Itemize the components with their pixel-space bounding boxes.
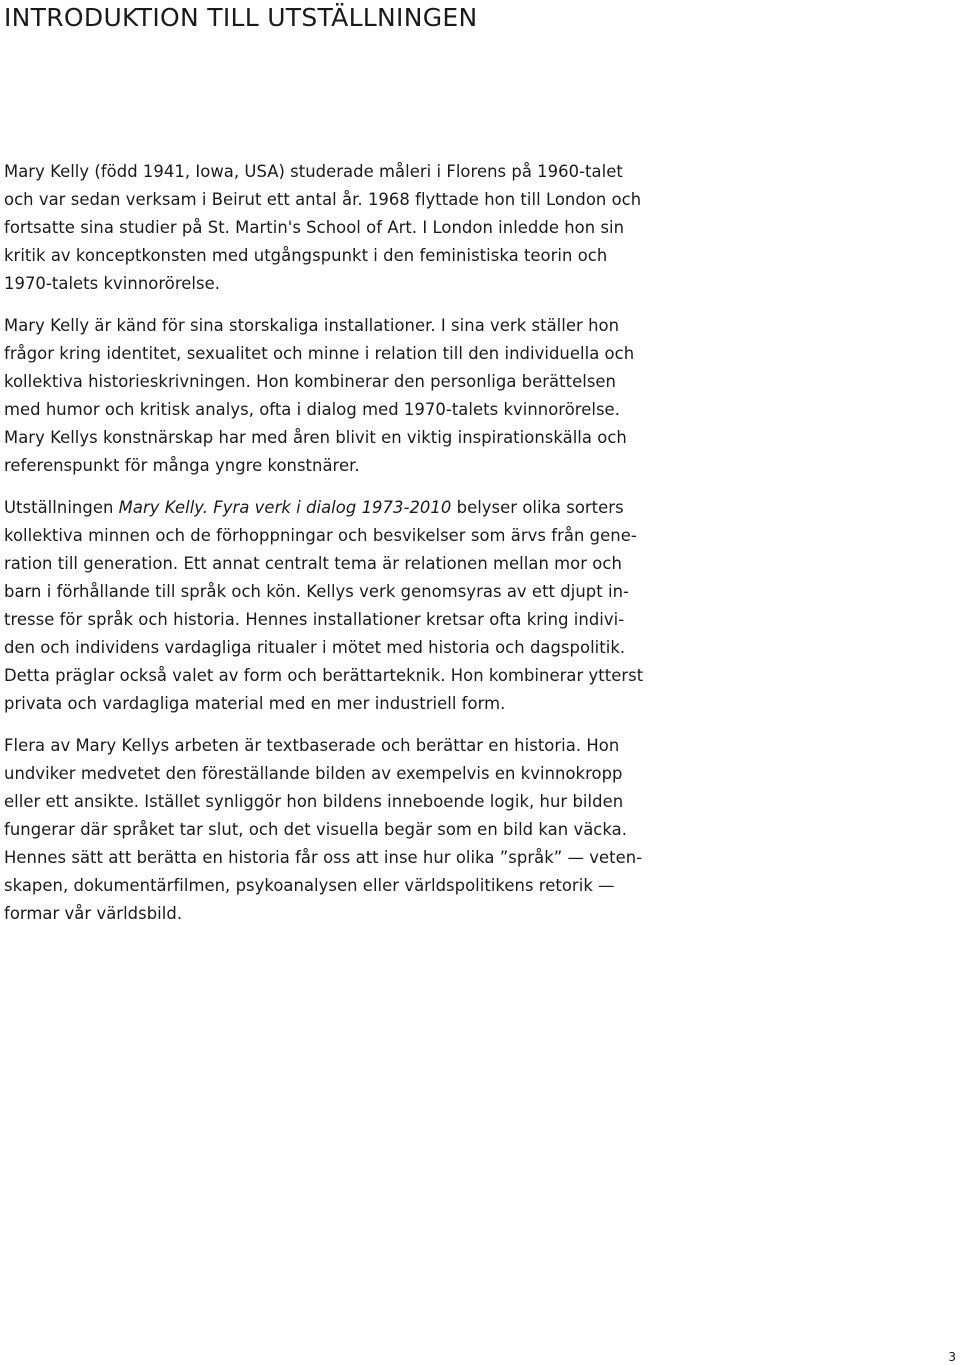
text-line: kritik av konceptkonsten med utgångspunkt i den feministiska teorin och bbox=[4, 246, 608, 265]
text-line: kollektiva historieskrivningen. Hon kombinerar den personliga berättelsen bbox=[4, 372, 616, 391]
text-line bbox=[4, 494, 643, 522]
text-line: fungerar där språket tar slut, och det visuella begär som en bild kan väcka. bbox=[4, 820, 627, 839]
text-line: och var sedan verksam i Beirut ett antal år. 1968 flyttade hon till London och bbox=[4, 190, 642, 209]
exhibition-lead-rest: belyser olika sorters bbox=[451, 498, 624, 517]
text-line: Mary Kellys konstnärskap har med åren blivit en viktig inspirationskälla och bbox=[4, 428, 627, 447]
page-title: INTRODUKTION TILL UTSTÄLLNINGEN bbox=[4, 3, 478, 32]
text-line: privata och vardagliga material med en mer industriell form. bbox=[4, 694, 506, 713]
text-line: fortsatte sina studier på St. Martin's School of Art. I London inledde hon sin bbox=[4, 218, 625, 237]
text-line: med humor och kritisk analys, ofta i dialog med 1970-talets kvinnorörelse. bbox=[4, 400, 620, 419]
paragraph-exhibition bbox=[4, 494, 643, 718]
text-line: skapen, dokumentärfilmen, psykoanalysen eller världspolitikens retorik — bbox=[4, 876, 615, 895]
text-line: formar vår världsbild. bbox=[4, 904, 183, 923]
text-line: referenspunkt för många yngre konstnärer. bbox=[4, 456, 360, 475]
text-line: Mary Kelly är känd för sina storskaliga installationer. I sina verk ställer hon bbox=[4, 316, 620, 335]
text-line: barn i förhållande till språk och kön. Kellys verk genomsyras av ett djupt in- bbox=[4, 582, 629, 601]
text-line: den och individens vardagliga ritualer i mötet med historia och dagspolitik. bbox=[4, 638, 626, 657]
text-line: frågor kring identitet, sexualitet och minne i relation till den individuella och bbox=[4, 344, 635, 363]
text-line: Mary Kelly (född 1941, Iowa, USA) studerade måleri i Florens på 1960-talet bbox=[4, 162, 623, 181]
paragraph-text-based bbox=[4, 732, 642, 928]
text-line: undviker medvetet den föreställande bilden av exempelvis en kvinnokropp bbox=[4, 764, 623, 783]
text-line: tresse för språk och historia. Hennes installationer kretsar ofta kring indivi- bbox=[4, 610, 625, 629]
text-line: Detta präglar också valet av form och berättarteknik. Hon kombinerar ytterst bbox=[4, 666, 644, 685]
text-line: kollektiva minnen och de förhoppningar och besvikelser som ärvs från gene- bbox=[4, 526, 637, 545]
page-number: 3 bbox=[948, 1350, 956, 1364]
text-line: ration till generation. Ett annat centralt tema är relationen mellan mor och bbox=[4, 554, 622, 573]
text-line: Flera av Mary Kellys arbeten är textbaserade och berättar en historia. Hon bbox=[4, 736, 620, 755]
text-line: 1970-talets kvinnorörelse. bbox=[4, 274, 221, 293]
text-line: Hennes sätt att berätta en historia får oss att inse hur olika ”språk” — veten- bbox=[4, 848, 643, 867]
text-line: eller ett ansikte. Istället synliggör hon bildens inneboende logik, hur bilden bbox=[4, 792, 624, 811]
paragraph-works bbox=[4, 312, 634, 480]
exhibition-title: Mary Kelly. Fyra verk i dialog 1973-2010 bbox=[118, 498, 452, 517]
exhibition-lead: Utställningen bbox=[4, 498, 119, 517]
paragraph-bio bbox=[4, 158, 641, 298]
